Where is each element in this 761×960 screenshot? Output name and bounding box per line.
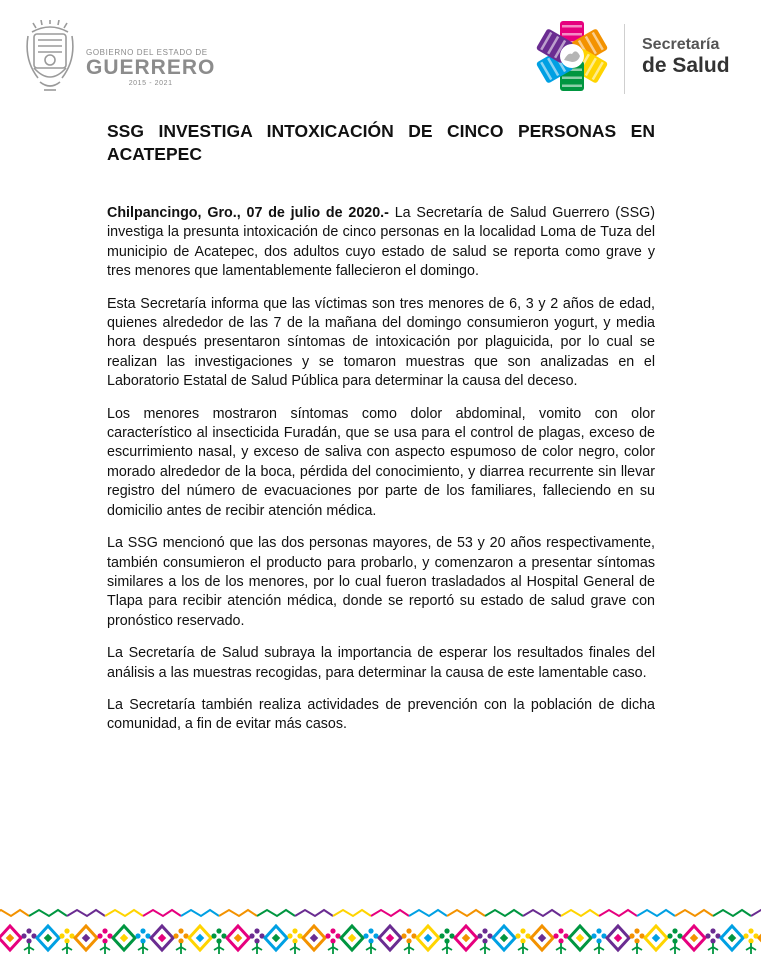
pattern-stem — [480, 943, 490, 954]
pattern-petal — [444, 938, 449, 943]
pattern-petal — [249, 933, 254, 938]
pattern-stem — [632, 943, 642, 954]
pattern-zigzag — [447, 910, 485, 916]
pattern-zigzag — [485, 910, 523, 916]
pattern-petal — [292, 938, 297, 943]
pattern-stem — [746, 943, 756, 954]
pattern-petal — [439, 933, 444, 938]
pattern-stem — [214, 943, 224, 954]
pattern-zigzag — [105, 910, 143, 916]
pattern-petal — [634, 938, 639, 943]
article-title: SSG INVESTIGA INTOXICACIÓN DE CINCO PERSONAS EN ACATEPEC — [107, 121, 655, 164]
pattern-zigzag — [219, 910, 257, 916]
pattern-petal — [287, 933, 292, 938]
pattern-zigzag — [67, 910, 105, 916]
pattern-petal — [140, 928, 145, 933]
pattern-zigzag — [599, 910, 637, 916]
pattern-petal — [515, 933, 520, 938]
pattern-petal — [211, 933, 216, 938]
pattern-stem — [366, 943, 376, 954]
pattern-stem — [138, 943, 148, 954]
gov-line-1: GOBIERNO DEL ESTADO DE — [86, 48, 208, 57]
woven-star-icon — [534, 18, 610, 94]
pattern-stem — [556, 943, 566, 954]
pattern-petal — [254, 938, 259, 943]
pattern-center — [196, 934, 204, 942]
pattern-center — [82, 934, 90, 942]
pattern-stem — [252, 943, 262, 954]
pattern-petal — [64, 928, 69, 933]
pattern-zigzag — [0, 910, 29, 916]
pattern-petal — [629, 933, 634, 938]
pattern-petal — [520, 938, 525, 943]
paragraph-1 — [107, 204, 655, 282]
pattern-petal — [216, 928, 221, 933]
pattern-petal — [292, 928, 297, 933]
pattern-zigzag — [257, 910, 295, 916]
pattern-petal — [634, 928, 639, 933]
pattern-petal — [26, 938, 31, 943]
pattern-zigzag — [181, 910, 219, 916]
pattern-stem — [24, 943, 34, 954]
pattern-stem — [404, 943, 414, 954]
page-header — [0, 0, 761, 110]
pattern-center — [652, 934, 660, 942]
pattern-petal — [135, 933, 140, 938]
pattern-petal — [173, 933, 178, 938]
pattern-petal — [710, 928, 715, 933]
pattern-petal — [216, 938, 221, 943]
gov-line-2: GUERRERO — [86, 56, 216, 79]
state-seal-icon — [24, 20, 76, 98]
pattern-center — [424, 934, 432, 942]
pattern-petal — [672, 928, 677, 933]
pattern-petal — [710, 938, 715, 943]
pattern-zigzag — [143, 910, 181, 916]
paragraph-5: La Secretaría de Salud subraya la importancia de esperar los resultados finales del análisis a las muestras recogidas, para determinar la causa de este lamentable caso. — [107, 645, 655, 681]
pattern-center — [728, 934, 736, 942]
pattern-zigzag — [371, 910, 409, 916]
pattern-zigzag — [751, 910, 761, 916]
pattern-petal — [97, 933, 102, 938]
pattern-petal — [477, 933, 482, 938]
paragraph-6: La Secretaría también realiza actividades de prevención con la población de dicha comunidad, a fin de evitar más casos. — [107, 696, 655, 733]
government-wordmark — [86, 48, 215, 87]
pattern-stem — [708, 943, 718, 954]
pattern-center — [690, 934, 698, 942]
paragraph-4: La SSG mencionó que las dos personas mayores, de 53 y 20 años respectivamente, también consumieron el producto para probarlo, y comenzaron a presentar síntomas similares a los de los menores, por lo cual fueron trasladados al Hospital General de Tlapa para recibir atención médica, donde se reportó su estado de salud grave con pronóstico reservado. — [107, 535, 655, 629]
pattern-petal — [140, 938, 145, 943]
pattern-petal — [596, 928, 601, 933]
pattern-center — [500, 934, 508, 942]
pattern-petal — [444, 928, 449, 933]
pattern-stem — [176, 943, 186, 954]
pattern-stem — [594, 943, 604, 954]
pattern-stem — [670, 943, 680, 954]
pattern-petal — [102, 938, 107, 943]
logo-divider — [624, 24, 625, 94]
pattern-center — [538, 934, 546, 942]
star-stripe — [562, 25, 582, 28]
salud-wordmark — [642, 36, 730, 78]
pattern-petal — [667, 933, 672, 938]
pattern-petal — [748, 928, 753, 933]
paragraph-2: Esta Secretaría informa que las víctimas son tres menores de 6, 3 y 2 años de edad, quienes alrededor de las 7 de la mañana del domingo consumieron yogurt, y media hora después presentaron síntomas de intoxicación por plaguicida, por lo cual se realizan las investigaciones y se tomaron muestras que son analizadas en el Laboratorio Estatal de Salud Pública para determinar la causa del deceso. — [107, 295, 655, 390]
pattern-zigzag — [333, 910, 371, 916]
pattern-center — [120, 934, 128, 942]
pattern-petal — [363, 933, 368, 938]
pattern-petal — [59, 933, 64, 938]
pattern-petal — [406, 928, 411, 933]
pattern-petal — [330, 938, 335, 943]
pattern-zigzag — [409, 910, 447, 916]
pattern-center — [310, 934, 318, 942]
pattern-petal — [482, 928, 487, 933]
pattern-petal — [705, 933, 710, 938]
pattern-petal — [325, 933, 330, 938]
pattern-petal — [254, 928, 259, 933]
pattern-petal — [330, 928, 335, 933]
star-stripe — [562, 33, 582, 36]
pattern-petal — [743, 933, 748, 938]
dateline: Chilpancingo, Gro., 07 de julio de 2020.- — [107, 205, 389, 221]
pattern-center — [234, 934, 242, 942]
pattern-center — [614, 934, 622, 942]
pattern-petal — [401, 933, 406, 938]
pattern-petal — [558, 928, 563, 933]
pattern-zigzag — [637, 910, 675, 916]
pattern-stem — [328, 943, 338, 954]
pattern-center — [386, 934, 394, 942]
pattern-zigzag — [561, 910, 599, 916]
pattern-center — [272, 934, 280, 942]
pattern-petal — [596, 938, 601, 943]
pattern-petal — [406, 938, 411, 943]
pattern-center — [348, 934, 356, 942]
pattern-petal — [368, 928, 373, 933]
pattern-petal — [558, 938, 563, 943]
pattern-center — [158, 934, 166, 942]
secretaria-de-salud-logo — [534, 18, 744, 96]
pattern-petal — [102, 928, 107, 933]
pattern-petal — [748, 938, 753, 943]
pattern-petal — [64, 938, 69, 943]
pattern-petal — [21, 933, 26, 938]
pattern-stem — [100, 943, 110, 954]
pattern-petal — [591, 933, 596, 938]
pattern-zigzag — [675, 910, 713, 916]
paragraph-3: Los menores mostraron síntomas como dolor abdominal, vomito con olor característico al insecticida Furadán, que se usa para el control de plagas, exceso de escurrimiento nasal, y exceso de saliva con aspecto espumoso de color negro, color morado alrededor de la boca, pérdida del conocimiento, y diarrea recurrente sin llevar registro del número de evacuaciones por parte de los familiares, falleciendo en su domicilio antes de recibir atención médica. — [107, 405, 655, 519]
pattern-petal — [368, 938, 373, 943]
salud-line-2: de Salud — [642, 54, 730, 77]
star-stripe — [562, 85, 582, 88]
article-body — [107, 204, 655, 748]
pattern-petal — [482, 938, 487, 943]
pattern-petal — [553, 933, 558, 938]
gov-years: 2015 - 2021 — [128, 80, 173, 87]
salud-line-1: Secretaría — [642, 36, 720, 53]
pattern-petal — [178, 938, 183, 943]
pattern-stem — [518, 943, 528, 954]
guerrero-government-logo — [24, 20, 216, 98]
pattern-center — [44, 934, 52, 942]
pattern-stem — [290, 943, 300, 954]
pattern-zigzag — [713, 910, 751, 916]
pattern-center — [576, 934, 584, 942]
paragraph-1-text: La Secretaría de Salud Guerrero (SSG) investiga la presunta intoxicación de cinco personas en la localidad Loma de Tuza del municipio de Acatepec, dos adultos cuyo estado de salud se reporta como grave y tres menores que lamentablemente fallecieron el domingo. — [107, 205, 655, 280]
pattern-stem — [62, 943, 72, 954]
pattern-zigzag — [295, 910, 333, 916]
pattern-zigzag — [29, 910, 67, 916]
pattern-center — [6, 934, 14, 942]
pattern-petal — [178, 928, 183, 933]
pattern-petal — [26, 928, 31, 933]
pattern-petal — [672, 938, 677, 943]
star-stripe — [562, 77, 582, 80]
pattern-stem — [442, 943, 452, 954]
pattern-petal — [520, 928, 525, 933]
pattern-zigzag — [523, 910, 561, 916]
embroidery-pattern-border — [0, 908, 761, 960]
pattern-center — [462, 934, 470, 942]
